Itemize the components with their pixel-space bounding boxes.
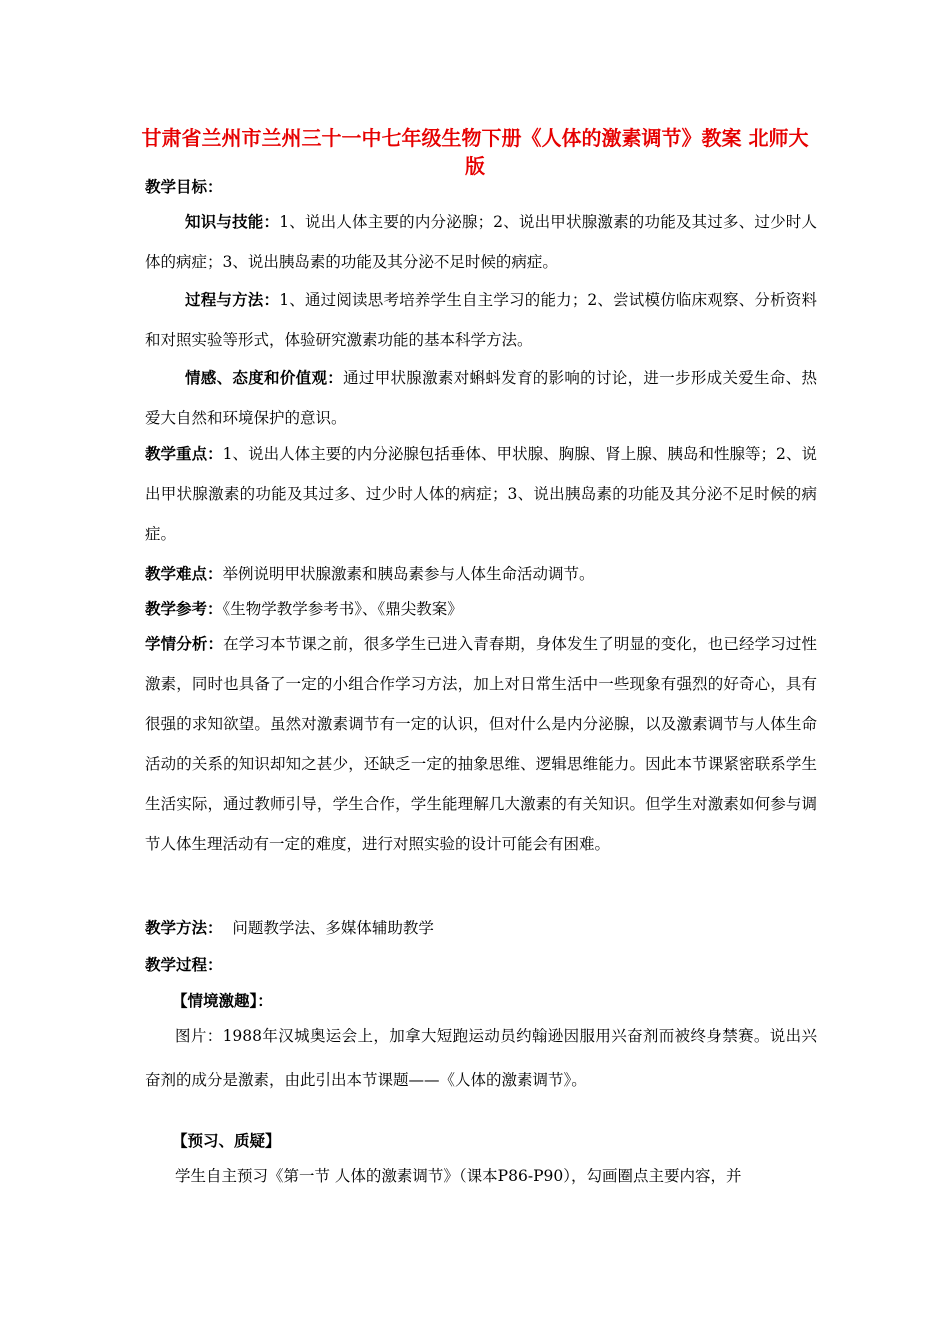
student-analysis-paragraph (145, 624, 817, 864)
knowledge-skills-paragraph (145, 202, 817, 282)
teaching-reference-text: 《生物学教学参考书》、《鼎尖教案》 (222, 600, 463, 618)
student-analysis-text: 在学习本节课之前，很多学生已进入青春期，身体发生了明显的变化，也已经学习过性激素，同时也具备了一定的小组合作学习方法，加上对日常生活中一些现象有强烈的好奇心，具有很强的求知欲望。虽然对激素调节有一定的认识，但对什么是内分泌腺，以及激素调节与人体生命活动的关系的知识却知之甚少，还缺乏一定的抽象思维、逻辑思维能力。因此本节课紧密联系学生生活实际，通过教师引导，学生合作，学生能理解几大激素的有关知识。但学生对激素如何参与调节人体生理活动有一定的难度，进行对照实验的设计可能会有困难。 (145, 635, 817, 853)
teaching-key-points-paragraph (145, 434, 817, 554)
teaching-process-heading: 教学过程： (145, 956, 223, 974)
scene-interest-paragraph: 图片：1988年汉城奥运会上，加拿大短跑运动员约翰逊因服用兴奋剂而被终身禁赛。说出兴奋剂的成分是激素，由此引出本节课题——《人体的激素调节》。 (145, 1027, 817, 1089)
process-method-label: 过程与方法： (185, 291, 280, 309)
teaching-key-points-label: 教学重点： (145, 445, 223, 463)
teaching-method-label: 教学方法： (145, 919, 223, 937)
teaching-difficulty-label: 教学难点： (145, 565, 223, 583)
preview-question-paragraph: 学生自主预习《第一节 人体的激素调节》（课本P86-P90），勾画圈点主要内容，并 (175, 1167, 742, 1185)
teaching-method-paragraph (145, 908, 817, 948)
emotion-values-label: 情感、态度和价值观： (185, 369, 344, 387)
teaching-difficulty-text: 举例说明甲状腺激素和胰岛素参与人体生命活动调节。 (222, 565, 595, 583)
knowledge-skills-text: 1、说出人体主要的内分泌腺；2、说出甲状腺激素的功能及其过多、过少时人体的病症；3、说出胰岛素的功能及其分泌不足时候的病症。 (145, 213, 817, 271)
teaching-difficulty-paragraph (145, 554, 817, 594)
emotion-values-paragraph (145, 358, 817, 438)
scene-interest-heading: 【情境激趣】： (172, 992, 273, 1010)
teaching-reference-label: 教学参考： (145, 600, 223, 618)
teaching-key-points-text: 1、说出人体主要的内分泌腺包括垂体、甲状腺、胸腺、肾上腺、胰岛和性腺等；2、说出甲状腺激素的功能及其过多、过少时人体的病症；3、说出胰岛素的功能及其分泌不足时候的病症。 (145, 445, 817, 543)
teaching-method-text: 问题教学法、多媒体辅助教学 (232, 919, 434, 937)
teaching-reference-paragraph (145, 589, 817, 629)
process-method-paragraph (145, 280, 817, 360)
preview-question-heading: 【预习、质疑】 (172, 1132, 281, 1150)
process-method-text: 1、通过阅读思考培养学生自主学习的能力；2、尝试模仿临床观察、分析资料和对照实验等形式，体验研究激素功能的基本科学方法。 (145, 291, 817, 349)
emotion-values-text: 通过甲状腺激素对蝌蚪发育的影响的讨论，进一步形成关爱生命、热爱大自然和环境保护的意识。 (145, 369, 817, 427)
knowledge-skills-label: 知识与技能： (185, 213, 280, 231)
teaching-goals-heading: 教学目标： (145, 178, 223, 196)
document-title: 甘肃省兰州市兰州三十一中七年级生物下册《人体的激素调节》教案 北师大版 (141, 126, 809, 178)
student-analysis-label: 学情分析： (145, 635, 224, 653)
